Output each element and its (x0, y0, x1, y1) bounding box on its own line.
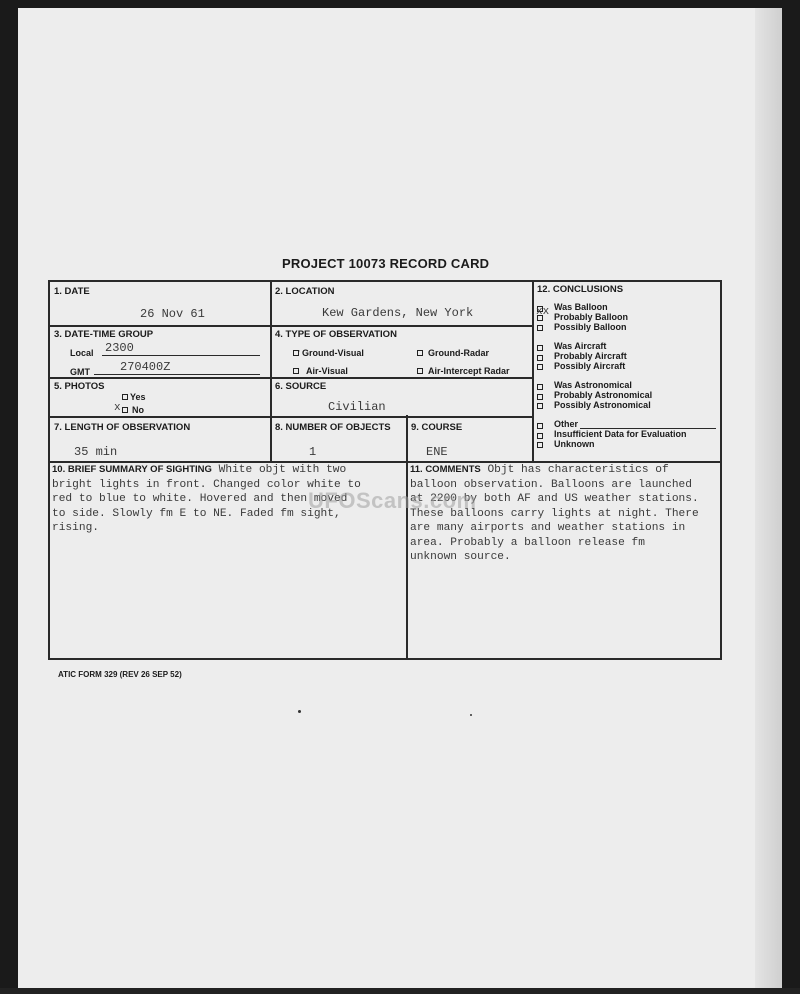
ground-visual-option: Ground-Visual (302, 348, 364, 358)
paper-shadow (755, 8, 782, 988)
probably-balloon-check-mark: xx (536, 306, 550, 318)
location-value: Kew Gardens, New York (322, 306, 474, 320)
conclusion-was-astronomical: Was Astronomical (554, 380, 632, 390)
conclusion-probably-aircraft: Probably Aircraft (554, 351, 627, 361)
course-value: ENE (426, 445, 448, 459)
insufficient-data-checkbox[interactable] (537, 433, 543, 439)
number-of-objects-label: 8. NUMBER OF OBJECTS (275, 422, 391, 433)
conclusion-possibly-astronomical: Possibly Astronomical (554, 400, 651, 410)
conclusion-was-balloon: Was Balloon (554, 302, 608, 312)
divider (270, 282, 272, 462)
comments-line-6: area. Probably a balloon release fm (410, 536, 645, 549)
record-card (48, 280, 722, 660)
was-aircraft-checkbox[interactable] (537, 345, 543, 351)
air-visual-option: Air-Visual (306, 366, 348, 376)
conclusion-unknown: Unknown (554, 439, 595, 449)
scan-speck (298, 710, 301, 713)
conclusion-possibly-aircraft: Possibly Aircraft (554, 361, 626, 371)
form-id: ATIC FORM 329 (REV 26 SEP 52) (58, 670, 182, 679)
photos-label: 5. PHOTOS (54, 381, 105, 392)
date-value: 26 Nov 61 (140, 307, 205, 321)
air-intercept-radar-checkbox[interactable] (417, 368, 423, 374)
comments-line-7: unknown source. (410, 551, 511, 563)
local-time-value: 2300 (105, 341, 134, 355)
conclusion-probably-balloon: Probably Balloon (554, 312, 629, 322)
other-checkbox[interactable] (537, 423, 543, 429)
source-label: 6. SOURCE (275, 381, 327, 392)
divider (50, 377, 270, 379)
date-time-group-label: 3. DATE-TIME GROUP (54, 329, 154, 340)
card-title: PROJECT 10073 RECORD CARD (282, 256, 490, 271)
summary-line-3: red to blue to white. Hovered and then moved (52, 493, 348, 505)
conclusion-possibly-balloon: Possibly Balloon (554, 322, 627, 332)
ground-radar-option: Ground-Radar (428, 348, 490, 358)
possibly-astronomical-checkbox[interactable] (537, 403, 543, 409)
divider (270, 377, 532, 379)
scan-border (0, 988, 800, 994)
gmt-label: GMT (70, 367, 90, 377)
watermark: UFOScans.com (308, 488, 477, 513)
summary-line-2: bright lights in front. Changed color white to (52, 478, 361, 491)
conclusion-was-aircraft: Was Aircraft (554, 341, 607, 351)
conclusion-insufficient-data: Insufficient Data for Evaluation (554, 429, 687, 439)
unknown-checkbox[interactable] (537, 442, 543, 448)
source-value: Civilian (328, 400, 386, 414)
probably-astronomical-checkbox[interactable] (537, 394, 543, 400)
conclusion-probably-astronomical: Probably Astronomical (554, 390, 653, 400)
divider (50, 325, 532, 327)
gmt-underline (94, 374, 260, 375)
comments-line-4: These balloons carry lights at night. There (410, 507, 699, 520)
scan-speck (470, 714, 472, 716)
length-label: 7. LENGTH OF OBSERVATION (54, 422, 191, 433)
conclusion-other: Other (554, 419, 579, 429)
photos-no-checkbox[interactable] (122, 407, 128, 413)
photos-no-check-mark: x (114, 402, 121, 414)
local-underline (102, 355, 260, 356)
summary-line-1: White objt with two (218, 464, 347, 476)
location-label: 2. LOCATION (275, 286, 335, 297)
divider (406, 415, 408, 660)
photos-yes-option: Yes (130, 392, 146, 402)
course-label: 9. COURSE (411, 422, 463, 433)
possibly-balloon-checkbox[interactable] (537, 325, 543, 331)
length-value: 35 min (74, 445, 118, 459)
date-label: 1. DATE (54, 286, 90, 297)
comments-line-5: are many airports and weather stations in (410, 522, 686, 534)
possibly-aircraft-checkbox[interactable] (537, 364, 543, 370)
was-astronomical-checkbox[interactable] (537, 384, 543, 390)
number-of-objects-value: 1 (309, 445, 317, 459)
photos-yes-checkbox[interactable] (122, 394, 128, 400)
air-visual-checkbox[interactable] (293, 368, 299, 374)
gmt-time-value: 270400Z (120, 360, 171, 374)
summary-line-5: rising. (52, 522, 99, 534)
ground-visual-check-mark: · (297, 345, 301, 357)
divider (50, 416, 532, 418)
comments-line-2: balloon observation. Balloons are launched (410, 478, 692, 491)
comments-line-1: Objt has characteristics of (487, 464, 669, 476)
probably-aircraft-checkbox[interactable] (537, 355, 543, 361)
photos-no-option: No (132, 405, 144, 415)
summary-label: 10. BRIEF SUMMARY OF SIGHTING (52, 464, 212, 475)
air-intercept-radar-option: Air-Intercept Radar (428, 366, 510, 376)
observation-type-label: 4. TYPE OF OBSERVATION (275, 329, 397, 340)
summary-line-4: to side. Slowly fm E to NE. Faded fm sight, (52, 507, 341, 520)
comments-line-3: at 2200 by both AF and US weather stations. (410, 493, 699, 505)
comments-label: 11. COMMENTS (410, 464, 481, 475)
divider (532, 282, 534, 462)
conclusions-label: 12. CONCLUSIONS (537, 284, 624, 295)
local-label: Local (70, 348, 94, 358)
ground-radar-checkbox[interactable] (417, 350, 423, 356)
